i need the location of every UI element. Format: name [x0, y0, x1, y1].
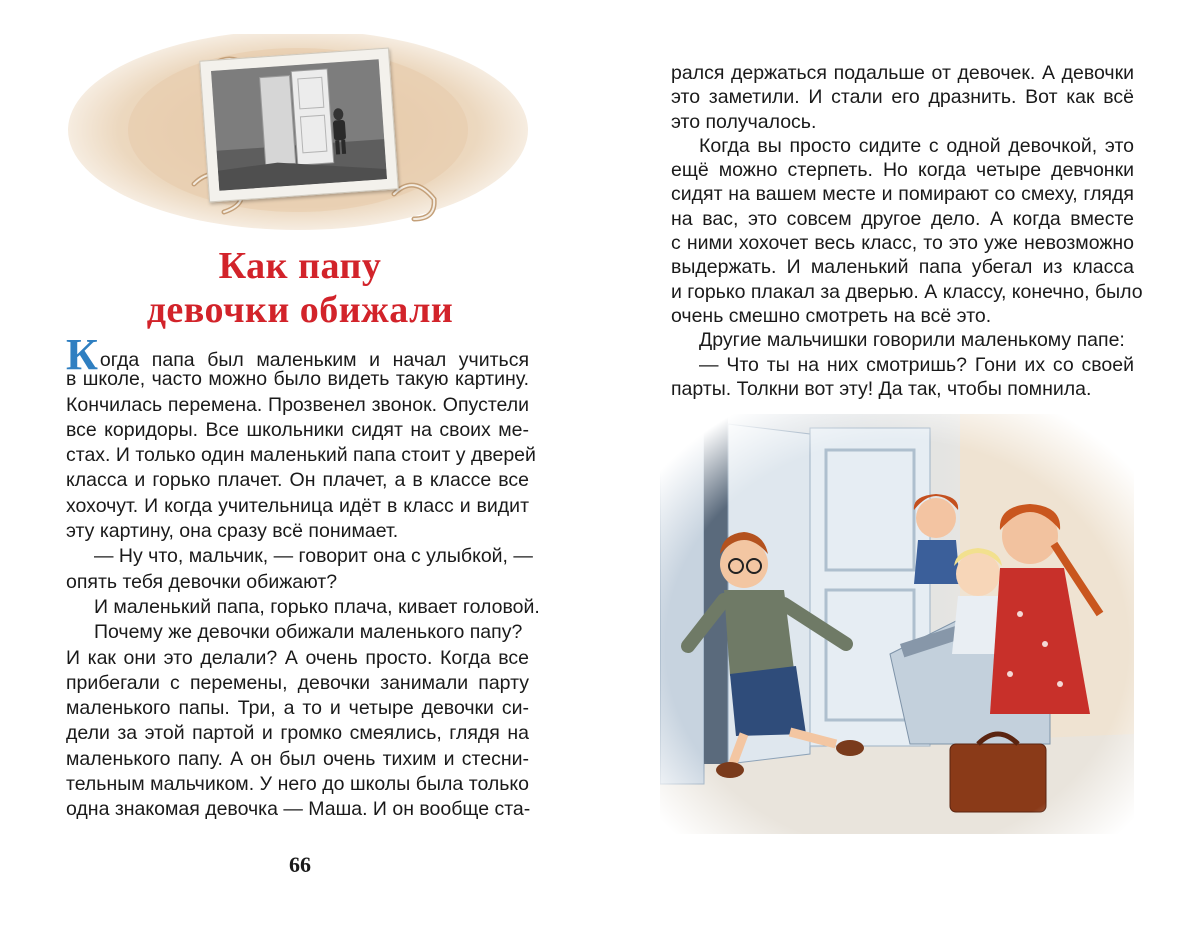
drop-cap: К: [66, 330, 98, 379]
text-line: прибегали с перемены, девочки занимали парту: [66, 671, 529, 694]
text-line: — Что ты на них смотришь? Гони их со своей: [699, 353, 1134, 376]
text-line: маленького папу. А он был очень тихим и стесни-: [66, 747, 529, 770]
chapter-title-line-1: Как папу: [218, 245, 382, 287]
text-line: — Ну что, мальчик, — говорит она с улыбкой, —: [94, 545, 533, 568]
text-line: хохочут. И когда учительница идёт в класс и видит: [66, 494, 529, 517]
text-line: это получалось.: [671, 110, 817, 133]
text-line: и горько плакал за дверью. А классу, конечно, было: [671, 280, 1143, 303]
photo-image: [211, 59, 387, 190]
text-line: опять тебя девочки обижают?: [66, 570, 338, 593]
text-line: это заметили. И стали его дразнить. Вот как всё: [671, 86, 1134, 109]
left-body-text: [66, 330, 540, 823]
text-line: с ними хохочет весь класс, то это уже невозможно: [671, 232, 1134, 255]
chapter-title: [0, 244, 600, 332]
text-line: Когда папа был маленьким и начал учиться: [66, 330, 529, 379]
text-line: выдержать. И маленький папа убегал из класса: [671, 256, 1134, 279]
text-line: рался держаться подальше от девочек. А девочки: [671, 62, 1134, 84]
text-line: класса и горько плачет. Он плачет, а в классе все: [66, 469, 529, 492]
photo-boy-at-door: [211, 59, 387, 190]
text-line: одна знакомая девочка — Маша. И он вообще ста-: [66, 798, 531, 821]
old-photo-frame: [199, 48, 398, 203]
text-line: дели за этой партой и громко смеялись, глядя на: [66, 722, 529, 745]
text-line: сидят на вашем месте и помирают со смеху, глядя: [671, 183, 1134, 206]
page-number: 66: [289, 852, 311, 877]
text-line: парты. Толкни вот эту! Да так, чтобы помнила.: [671, 377, 1092, 400]
text-line: И маленький папа, горько плача, кивает головой.: [94, 595, 540, 618]
text-line: Когда вы просто сидите с одной девочкой, это: [699, 134, 1134, 157]
text-line: ещё можно стерпеть. Но когда четыре девчонки: [671, 159, 1134, 182]
text-line: в школе, часто можно было видеть такую картину.: [66, 368, 529, 391]
text-line: очень смешно смотреть на всё это.: [671, 304, 992, 327]
classroom-door-illustration: [660, 414, 1134, 834]
text-line: маленького папы. Три, а то и четыре девочки си-: [66, 697, 529, 720]
text-line: все коридоры. Все школьники сидят на своих ме-: [66, 418, 529, 441]
right-body-text: [671, 61, 1143, 401]
text-line: Кончилась перемена. Прозвенел звонок. Опустели: [66, 393, 529, 416]
text-line: И как они это делали? А очень просто. Когда все: [66, 646, 529, 669]
text-line: Другие мальчишки говорили маленькому папе:: [699, 329, 1125, 352]
text-line: эту картину, она сразу всё понимает.: [66, 520, 399, 543]
text-line: Почему же девочки обижали маленького папу?: [94, 621, 523, 644]
text-line: стах. И только один маленький папа стоит у дверей: [66, 444, 536, 467]
boy-and-girls-scene: [660, 414, 1134, 834]
text-line: на вас, это совсем другое дело. А когда вместе: [671, 207, 1134, 230]
header-vignette-illustration: [64, 34, 532, 230]
chapter-title-line-2: девочки обижали: [146, 289, 454, 331]
text-line: тельным мальчиком. У него до школы была только: [66, 773, 529, 796]
